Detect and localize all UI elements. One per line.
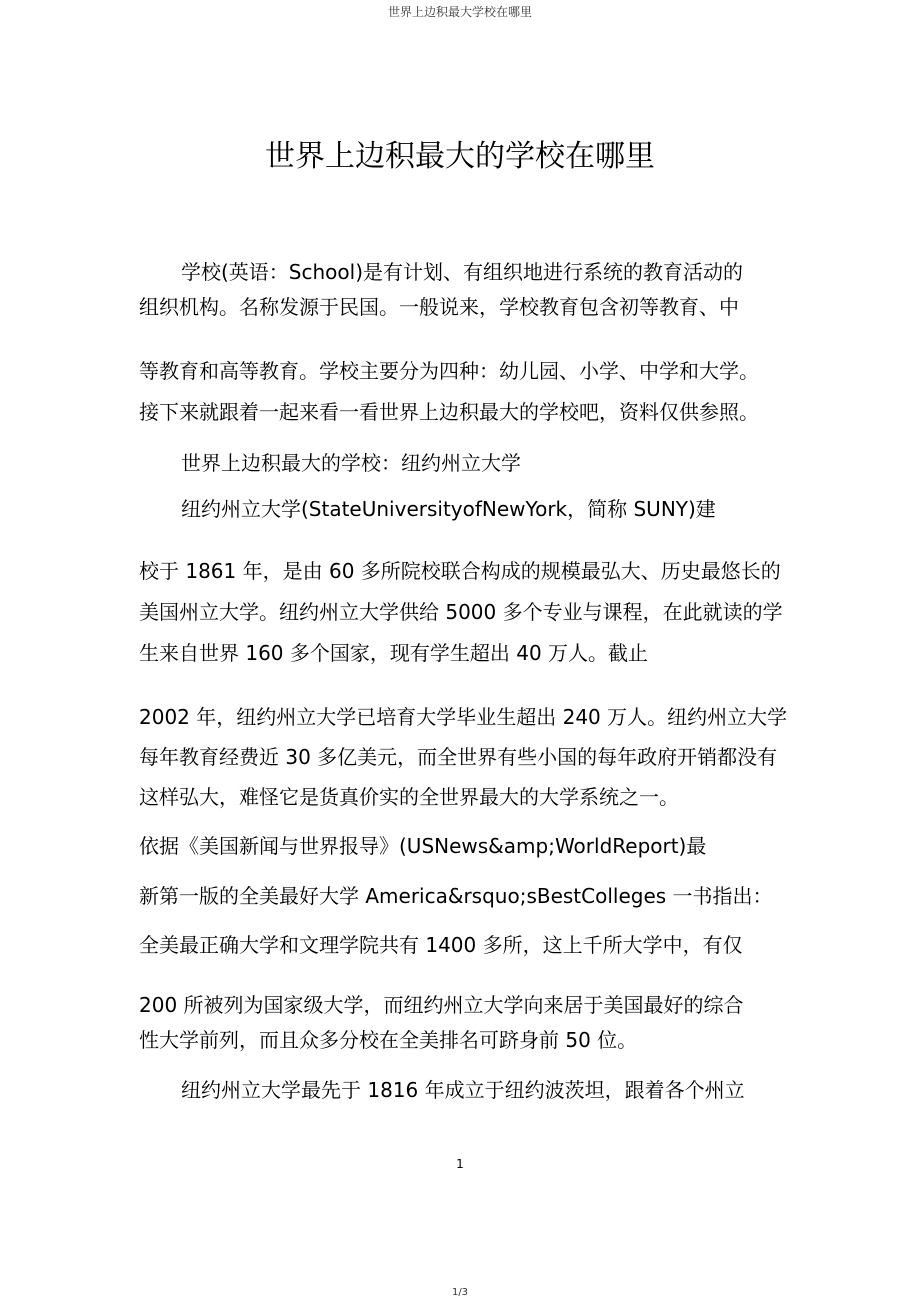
paragraph-line: 组织机构。名称发源于民国。一般说来，学校教育包含初等教育、中 bbox=[139, 295, 739, 319]
paragraph-line: 200 所被列为国家级大学，而纽约州立大学向来居于美国最好的综合 bbox=[139, 993, 744, 1017]
paragraph-line: 全美最正确大学和文理学院共有 1400 多所，这上千所大学中，有仅 bbox=[139, 933, 743, 957]
paragraph-line: 这样弘大，难怪它是货真价实的全世界最大的大学系统之一。 bbox=[139, 785, 679, 809]
paragraph-line: 校于 1861 年，是由 60 多所院校联合构成的规模最弘大、历史最悠长的 bbox=[139, 559, 781, 583]
paragraph-line: 纽约州立大学(StateUniversityofNewYork，简称 SUNY)建 bbox=[181, 497, 716, 521]
page-counter: 1/3 bbox=[451, 1287, 469, 1298]
running-header: 世界上边积最大学校在哪里 bbox=[387, 5, 532, 19]
paragraph-line: 美国州立大学。纽约州立大学供给 5000 多个专业与课程，在此就读的学 bbox=[139, 600, 783, 624]
paragraph-line: 世界上边积最大的学校：纽约州立大学 bbox=[181, 451, 521, 475]
paragraph-line: 接下来就跟着一起来看一看世界上边积最大的学校吧，资料仅供参照。 bbox=[139, 400, 759, 424]
paragraph-line: 纽约州立大学最先于 1816 年成立于纽约波茨坦，跟着各个州立 bbox=[181, 1078, 745, 1102]
paragraph-line: 等教育和高等教育。学校主要分为四种：幼儿园、小学、中学和大学。 bbox=[139, 359, 759, 383]
paragraph-line: 生来自世界 160 多个国家，现有学生超出 40 万人。截止 bbox=[139, 641, 649, 665]
paragraph-line: 学校(英语：School)是有计划、有组织地进行系统的教育活动的 bbox=[181, 260, 744, 284]
paragraph-line: 2002 年，纽约州立大学已培育大学毕业生超出 240 万人。纽约州立大学 bbox=[139, 705, 788, 729]
paragraph-line: 依据《美国新闻与世界报导》(USNews&amp;WorldReport)最 bbox=[139, 834, 707, 858]
paragraph-line: 每年教育经费近 30 多亿美元，而全世界有些小国的每年政府开销都没有 bbox=[139, 745, 778, 769]
page-number: 1 bbox=[456, 1157, 464, 1171]
paragraph-line: 新第一版的全美最好大学 America&rsquo;sBestColleges 一书指出： bbox=[139, 884, 773, 908]
document-title: 世界上边积最大的学校在哪里 bbox=[265, 139, 655, 174]
paragraph-line: 性大学前列，而且众多分校在全美排名可跻身前 50 位。 bbox=[139, 1028, 638, 1052]
